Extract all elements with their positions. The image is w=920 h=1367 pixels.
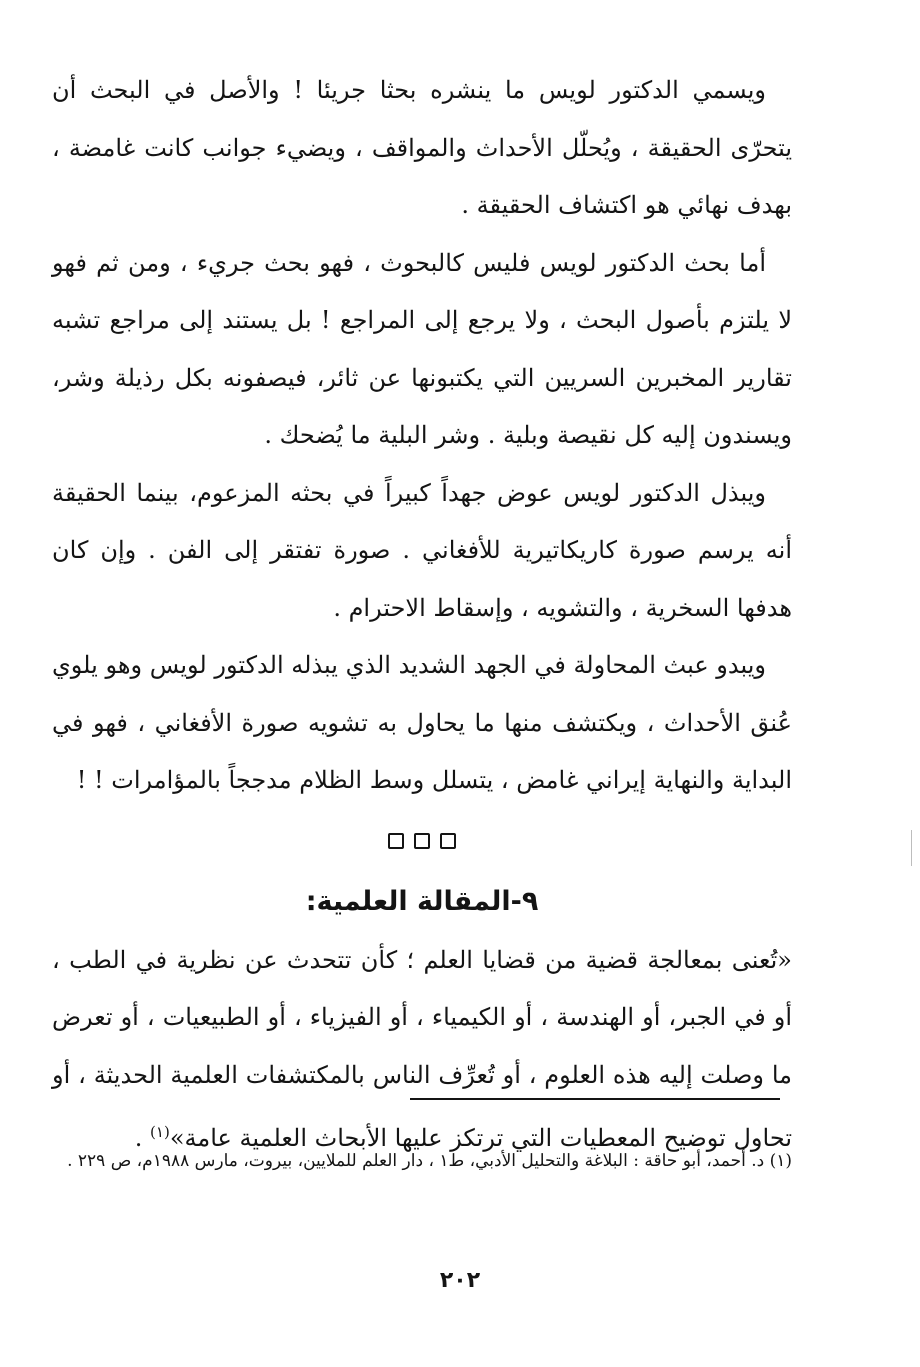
paragraph-2: أما بحث الدكتور لويس فليس كالبحوث ، فهو بحث جريء ، ومن ثم فهو لا يلتزم بأصول البحث ، ولا يرجع إلى المراجع ! بل يستند إلى مراجع تشبه تقارير المخبرين السريين التي يكتبونها عن ثائر، فيصفونه بكل رذيلة وشر، ويسندون إليه كل نقيصة وبلية . وشر البلية ما يُضحك . xyxy=(52,248,793,449)
paragraph-1: ويسمي الدكتور لويس ما ينشره بحثا جريئا ! والأصل في البحث أن يتحرّى الحقيقة ، ويُحلّل الأحداث والمواقف ، ويضيء جوانب كانت غامضة ، بهدف نهائي هو اكتشاف الحقيقة . xyxy=(52,76,792,219)
square-ornament-icon xyxy=(440,833,456,849)
square-ornament-icon xyxy=(388,833,404,849)
paragraph-3: ويبذل الدكتور لويس عوض جهداً كبيراً في بحثه المزعوم، بينما الحقيقة أنه يرسم صورة كاريكاتيرية للأفغاني . صورة تفتقر إلى الفن . وإن كان هدفها السخرية ، والتشويه ، وإسقاط الاحترام . xyxy=(52,478,792,622)
quote-text: «تُعنى بمعالجة قضية من قضايا العلم ؛ كأن تتحدث عن نظرية في الطب ، أو في الجبر، أو الهندسة ، أو الكيمياء ، أو الفيزياء ، أو الطبيعيات ، أو تعرض ما وصلت إليه هذه العلوم ، أو تُعرِّف الناس بالمكتشفات العلمية الحديثة ، أو تحاول توضيح المعطيات التي ترتكز عليها الأبحاث العلمية عامة» xyxy=(52,945,793,1152)
footnote-reference: (١) xyxy=(150,1123,170,1141)
page-number: ٢٠٢ xyxy=(439,1268,481,1293)
section-heading: ٩-المقالة العلمية: xyxy=(305,885,539,917)
footnote-divider xyxy=(410,1098,780,1100)
margin-mark xyxy=(911,830,912,866)
square-ornament-icon xyxy=(414,833,430,849)
page-body xyxy=(52,62,792,1168)
footnote: (١) د. أحمد، أبو حاقة : البلاغة والتحليل الأدبي، ط١ ، دار العلم للملايين، بيروت، مارس ١٩٨٨م، ص ٢٢٩ . xyxy=(67,1151,792,1171)
section-separator xyxy=(52,810,792,872)
quote-paragraph xyxy=(52,932,792,1168)
paragraph-4: ويبدو عبث المحاولة في الجهد الشديد الذي يبذله الدكتور لويس وهو يلوي عُنق الأحداث ، ويكتشف منها ما يحاول به تشويه صورة الأفغاني ، فهو في البداية والنهاية إيراني غامض ، يتسلل وسط الظلام مدججاً بالمؤامرات ! ! xyxy=(52,651,792,794)
quote-end: . xyxy=(134,1124,151,1152)
